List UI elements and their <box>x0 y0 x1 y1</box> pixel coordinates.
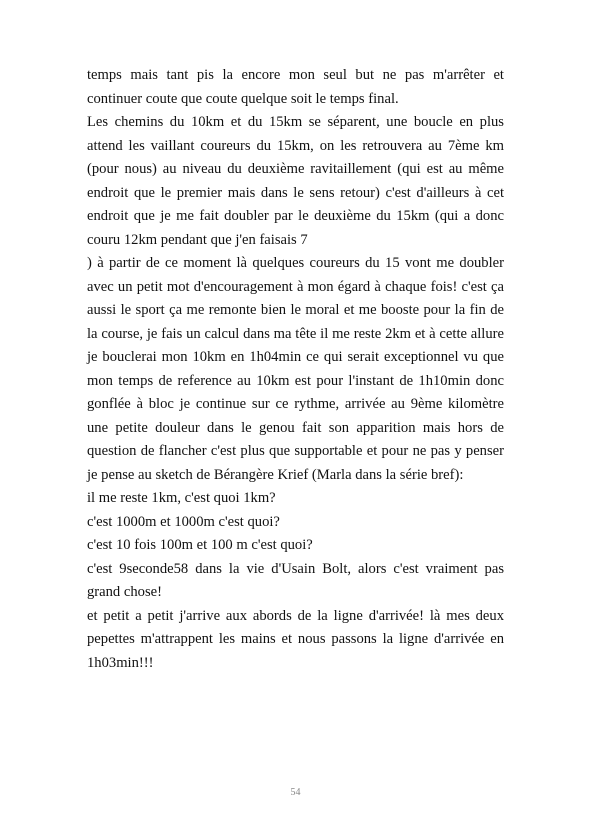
paragraph-8: et petit a petit j'arrive aux abords de la ligne d'arrivée! là mes deux pepettes m'attrappent les mains et nous passons la ligne d'arrivée en 1h03min!!! <box>87 607 504 671</box>
body-text <box>87 64 504 675</box>
paragraph-7: c'est 9seconde58 dans la vie d'Usain Bolt, alors c'est vraiment pas grand chose! <box>87 560 504 600</box>
page-number: 54 <box>290 787 301 798</box>
paragraph-2: Les chemins du 10km et du 15km se séparent, une boucle en plus attend les vaillant coureurs du 15km, on les retrouvera au 7ème km (pour nous) au niveau du deuxième ravitaillement (qui est au même endroit que le premier mais dans le sens retour) c'est d'ailleurs à cet endroit que je me fait doubler par le deuxième du 15km (qui a donc couru 12km pendant que j'en faisais 7 <box>87 114 504 248</box>
paragraph-5: c'est 1000m et 1000m c'est quoi? <box>87 513 280 530</box>
paragraph-1: temps mais tant pis la encore mon seul but ne pas m'arrêter et continuer coute que coute quelque soit le temps final. <box>87 67 504 107</box>
paragraph-6: c'est 10 fois 100m et 100 m c'est quoi? <box>87 537 313 553</box>
paragraph-3: ) à partir de ce moment là quelques coureurs du 15 vont me doubler avec un petit mot d'encouragement à mon égard à chaque fois! c'est ça aussi le sport ça me remonte bien le moral et me booste pour la fin de la course, je fais un calcul dans ma tête il me reste 2km et à cette allure je bouclerai mon 10km en 1h04min ce qui serait exceptionnel vu que mon temps de reference au 10km est pour l'instant de 1h10min donc gonflée à bloc je continue sur ce rythme, arrivée au 9ème kilomètre une petite douleur dans le genou fait son apparition mais hors de question de flancher c'est plus que supportable et pour ne pas y penser je pense au sketch de Bérangère Krief (Marla dans la série bref): <box>87 255 504 483</box>
paragraph-4: il me reste 1km, c'est quoi 1km? <box>87 490 276 506</box>
